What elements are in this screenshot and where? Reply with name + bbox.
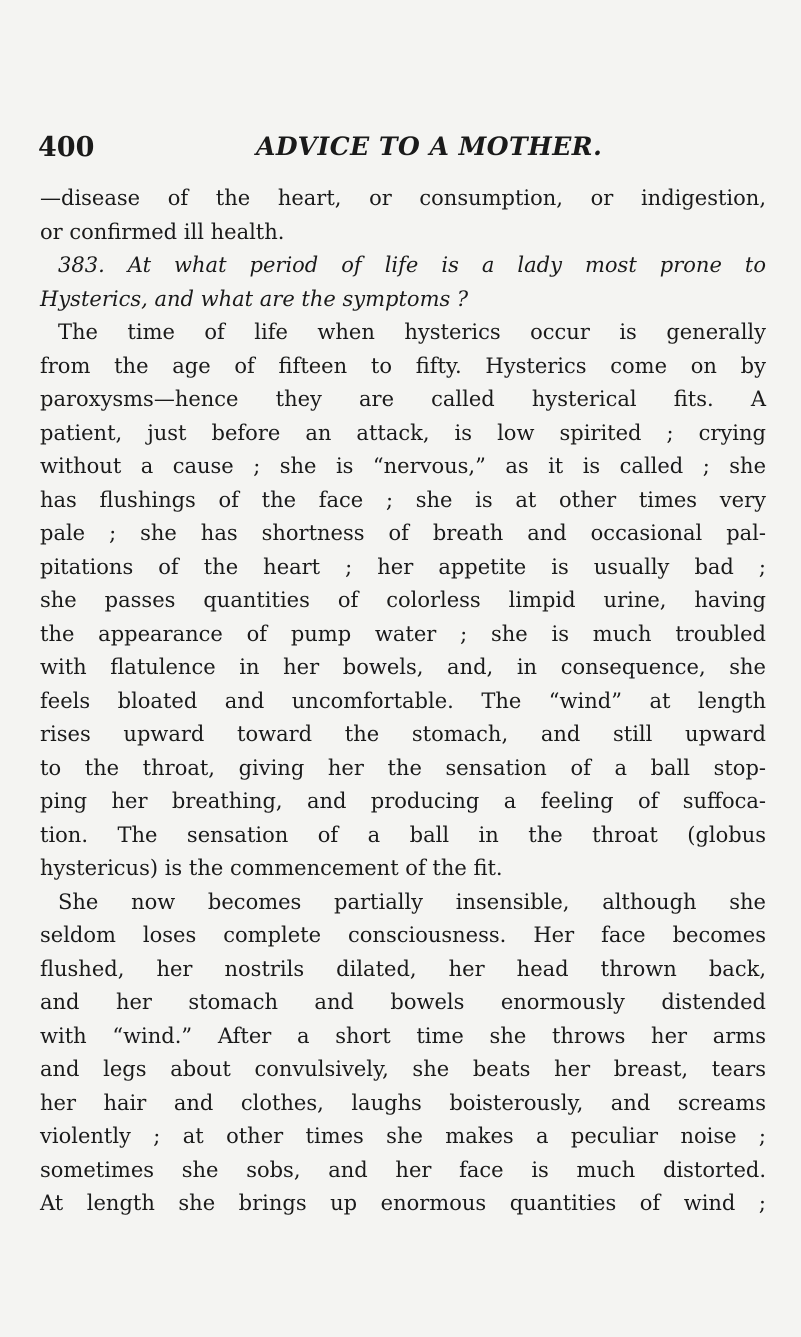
text-line: the appearance of pump water ; she is much troubled [40, 621, 766, 646]
text-line: —disease of the heart, or consumption, or indigestion, [40, 186, 766, 210]
text-line: or confirmed ill health. [40, 219, 285, 244]
text-line: sometimes she sobs, and her face is much distorted. [40, 1157, 766, 1182]
text-line: with flatulence in her bowels, and, in consequence, she [40, 655, 766, 679]
text-line: feels bloated and uncomfortable. The “wind” at length [40, 688, 766, 713]
text-line: hystericus) is the commencement of the fit. [40, 856, 503, 880]
text-line: The time of life when hysterics occur is generally [58, 320, 766, 344]
page-number: 400 [38, 132, 95, 163]
text-line: tion. The sensation of a ball in the throat (globus [40, 822, 766, 847]
text-line: At length she brings up enormous quantities of wind ; [40, 1191, 766, 1215]
text-line: and legs about convulsively, she beats her breast, tears [40, 1057, 766, 1081]
text-line: flushed, her nostrils dilated, her head thrown back, [40, 956, 766, 981]
page-header [38, 132, 738, 166]
text-line: from the age of fifteen to fifty. Hysterics come on by [40, 353, 766, 378]
text-line: her hair and clothes, laughs boisterously, and screams [40, 1090, 766, 1115]
question-line: 383. At what period of life is a lady most prone to [58, 253, 766, 277]
body-text [40, 182, 766, 1221]
text-line: seldom loses complete consciousness. Her face becomes [40, 923, 766, 947]
question-line: Hysterics, and what are the symptoms ? [40, 286, 469, 311]
text-line: with “wind.” After a short time she throws her arms [40, 1023, 766, 1048]
text-line: without a cause ; she is “nervous,” as it is called ; she [40, 454, 766, 478]
text-line: paroxysms—hence they are called hysterical fits. A [40, 387, 766, 411]
text-line: and her stomach and bowels enormously distended [40, 990, 766, 1014]
text-line: she passes quantities of colorless limpid urine, having [40, 588, 766, 612]
text-line: pale ; she has shortness of breath and occasional pal- [40, 521, 766, 545]
text-line: to the throat, giving her the sensation of a ball stop- [40, 755, 766, 780]
text-line: She now becomes partially insensible, although she [58, 889, 766, 914]
text-line: pitations of the heart ; her appetite is usually bad ; [40, 554, 766, 579]
running-title: ADVICE TO A MOTHER. [256, 132, 603, 161]
text-line: violently ; at other times she makes a peculiar noise ; [40, 1124, 766, 1148]
text-line: patient, just before an attack, is low spirited ; crying [40, 420, 766, 445]
text-line: rises upward toward the stomach, and still upward [40, 722, 766, 746]
text-line: has flushings of the face ; she is at other times very [40, 487, 766, 512]
text-line: ping her breathing, and producing a feeling of suffoca- [40, 789, 766, 813]
